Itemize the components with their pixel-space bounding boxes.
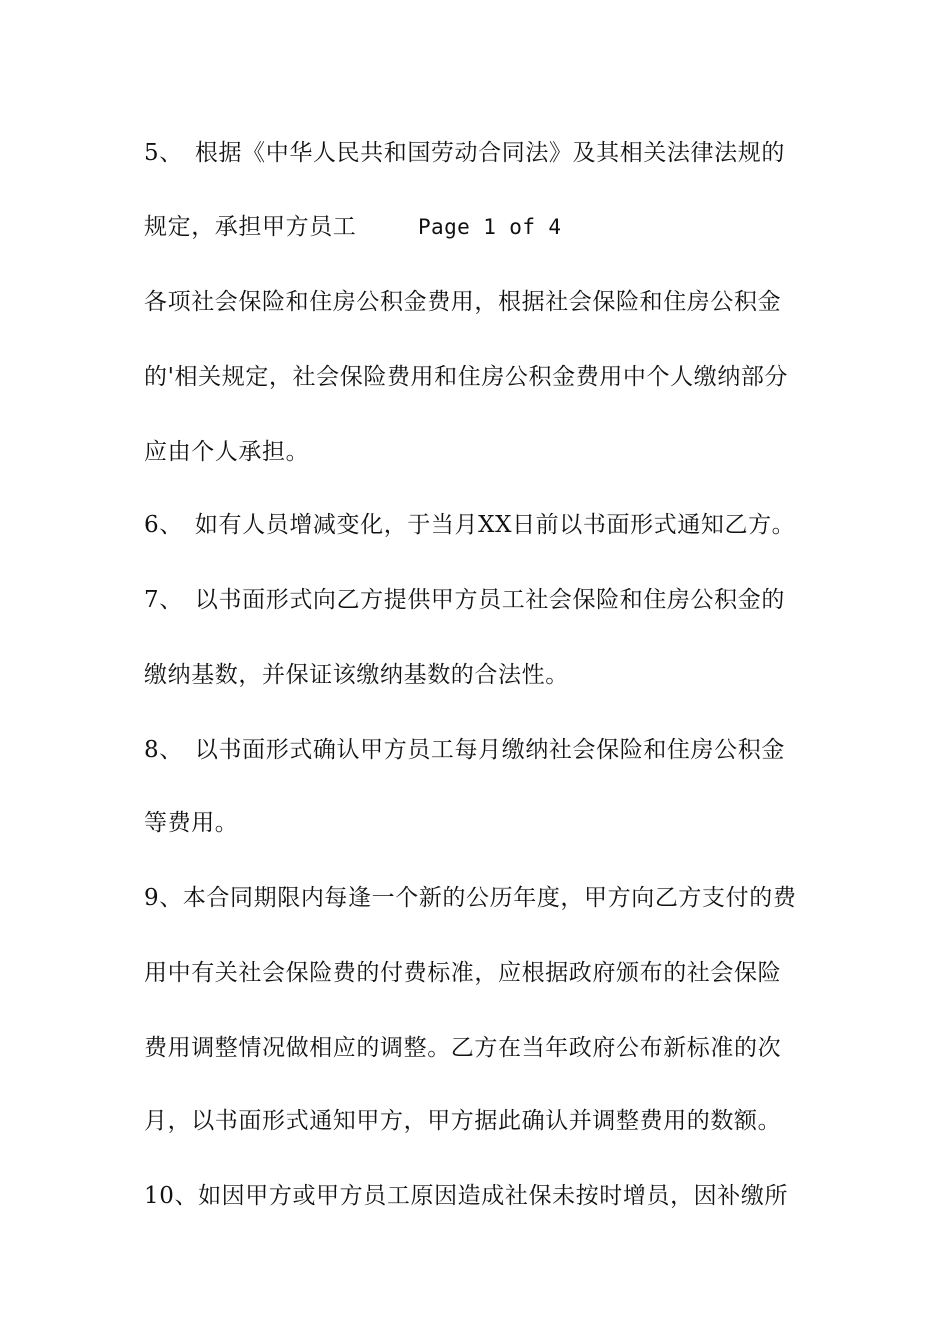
paragraph-line: 费用调整情况做相应的调整。乙方在当年政府公布新标准的次 bbox=[144, 1035, 782, 1061]
paragraph-line: 9、本合同期限内每逢一个新的公历年度，甲方向乙方支付的费 bbox=[144, 885, 797, 911]
paragraph-line: 各项社会保险和住房公积金费用，根据社会保险和住房公积金 bbox=[144, 289, 782, 315]
paragraph-line: 7、 以书面形式向乙方提供甲方员工社会保险和住房公积金的 bbox=[144, 587, 785, 613]
page-number: Page 1 of 4 bbox=[418, 215, 562, 239]
paragraph-line: 8、 以书面形式确认甲方员工每月缴纳社会保险和住房公积金 bbox=[144, 737, 785, 763]
paragraph-line: 用中有关社会保险费的付费标准，应根据政府颁布的社会保险 bbox=[144, 960, 782, 986]
paragraph-line: 月，以书面形式通知甲方，甲方据此确认并调整费用的数额。 bbox=[144, 1108, 782, 1134]
paragraph-line: 等费用。 bbox=[144, 810, 239, 836]
paragraph-line: 10、如因甲方或甲方员工原因造成社保未按时增员，因补缴所 bbox=[144, 1183, 789, 1209]
paragraph-line: 应由个人承担。 bbox=[144, 439, 310, 465]
paragraph-line: 缴纳基数，并保证该缴纳基数的合法性。 bbox=[144, 662, 569, 688]
paragraph-line: 的'相关规定，社会保险费用和住房公积金费用中个人缴纳部分 bbox=[144, 364, 789, 390]
paragraph-line: 6、 如有人员增减变化，于当月XX日前以书面形式通知乙方。 bbox=[144, 512, 796, 538]
paragraph-line: 5、 根据《中华人民共和国劳动合同法》及其相关法律法规的 bbox=[144, 140, 785, 166]
paragraph-line: 规定，承担甲方员工 bbox=[144, 214, 357, 240]
